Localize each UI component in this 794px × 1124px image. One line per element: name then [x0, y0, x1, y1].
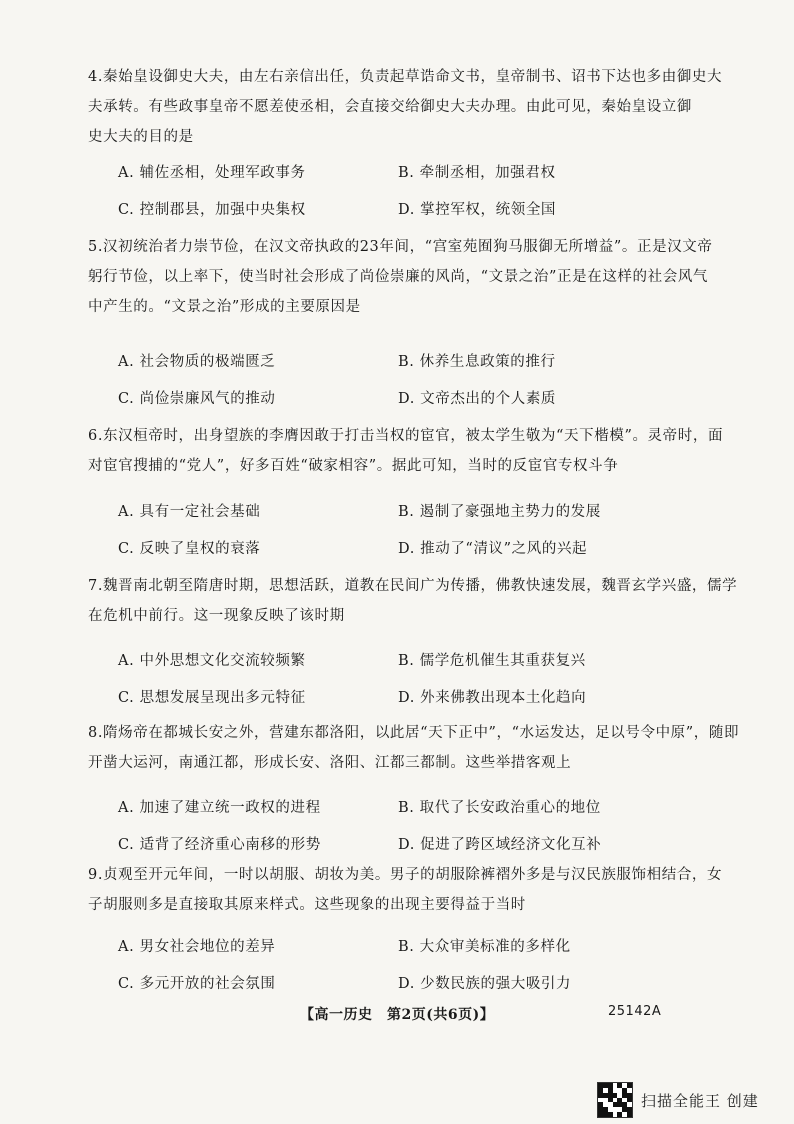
- question-line: 开凿大运河，南通江都，形成长安、洛阳、江都三都制。这些举措客观上: [88, 755, 572, 771]
- question-5: [88, 232, 713, 322]
- option-d[interactable]: D. 促进了跨区域经济文化互补: [398, 837, 602, 853]
- question-line: 夫承转。有些政事皇帝不愿差使丞相，会直接交给御史大夫办理。由此可见，秦始皇设立御: [88, 99, 692, 115]
- option-c[interactable]: C. 反映了皇权的衰落: [118, 541, 261, 557]
- question-line: 6.东汉桓帝时，出身望族的李膺因敢于打击当权的宦官，被太学生敬为“天下楷模”。灵帝时，面: [88, 428, 724, 444]
- question-line: 对宦官搜捕的“党人”，好多百姓“破家相容”。据此可知，当时的反宦官专权斗争: [88, 458, 619, 474]
- watermark-text: 扫描全能王 创建: [641, 1091, 759, 1110]
- question-6: [88, 421, 724, 481]
- question-line: 9.贞观至开元年间，一时以胡服、胡妆为美。男子的胡服除裤褶外多是与汉民族服饰相结合，女: [88, 867, 723, 883]
- option-a[interactable]: A. 辅佐丞相，处理军政事务: [118, 165, 306, 181]
- question-8: [88, 718, 740, 778]
- question-8-options: [118, 788, 678, 862]
- option-a[interactable]: A. 社会物质的极端匮乏: [118, 354, 276, 370]
- question-5-options: [118, 342, 678, 416]
- option-c[interactable]: C. 多元开放的社会氛围: [118, 976, 276, 992]
- question-line: 7.魏晋南北朝至隋唐时期，思想活跃，道教在民间广为传播，佛教快速发展，魏晋玄学兴盛，儒学: [88, 578, 738, 594]
- option-d[interactable]: D. 推动了“清议”之风的兴起: [398, 541, 588, 557]
- option-d[interactable]: D. 少数民族的强大吸引力: [398, 976, 572, 992]
- option-a[interactable]: A. 男女社会地位的差异: [118, 939, 276, 955]
- option-a[interactable]: A. 具有一定社会基础: [118, 504, 261, 520]
- option-b[interactable]: B. 取代了长安政治重心的地位: [398, 800, 601, 816]
- option-a[interactable]: A. 中外思想文化交流较频繁: [118, 653, 306, 669]
- option-c[interactable]: C. 思想发展呈现出多元特征: [118, 690, 306, 706]
- question-7-options: [118, 641, 678, 715]
- scanner-watermark: [597, 1082, 759, 1118]
- option-b[interactable]: B. 遏制了豪强地主势力的发展: [398, 504, 601, 520]
- option-d[interactable]: D. 文帝杰出的个人素质: [398, 391, 557, 407]
- question-line: 躬行节俭，以上率下，使当时社会形成了尚俭崇廉的风尚，“文景之治”正是在这样的社会风气: [88, 269, 709, 285]
- option-b[interactable]: B. 大众审美标准的多样化: [398, 939, 571, 955]
- question-9-options: [118, 927, 678, 1001]
- option-c[interactable]: C. 控制郡县，加强中央集权: [118, 202, 306, 218]
- question-6-options: [118, 492, 678, 566]
- question-line: 子胡服则多是直接取其原来样式。这些现象的出现主要得益于当时: [88, 897, 526, 913]
- option-d[interactable]: D. 掌控军权，统领全国: [398, 202, 557, 218]
- question-line: 在危机中前行。这一现象反映了该时期: [88, 608, 345, 624]
- question-line: 8.隋炀帝在都城长安之外，营建东都洛阳，以此居“天下正中”，“水运发达，足以号令中原”，随即: [88, 725, 740, 741]
- option-b[interactable]: B. 牵制丞相，加强君权: [398, 165, 556, 181]
- qr-code-icon: [597, 1082, 633, 1118]
- page-number: 【高一历史 第2页(共6页)】: [300, 1007, 495, 1023]
- option-b[interactable]: B. 休养生息政策的推行: [398, 354, 556, 370]
- exam-code: 25142A: [608, 1004, 662, 1019]
- question-9: [88, 860, 723, 920]
- option-c[interactable]: C. 尚俭崇廉风气的推动: [118, 391, 276, 407]
- option-a[interactable]: A. 加速了建立统一政权的进程: [118, 800, 321, 816]
- option-c[interactable]: C. 适背了经济重心南移的形势: [118, 837, 321, 853]
- question-line: 4.秦始皇设御史大夫，由左右亲信出任，负责起草诰命文书，皇帝制书、诏书下达也多由御史大: [88, 69, 723, 85]
- question-line: 5.汉初统治者力崇节俭，在汉文帝执政的23年间，“宫室苑囿狗马服御无所增益”。正是汉文帝: [88, 239, 713, 255]
- option-b[interactable]: B. 儒学危机催生其重获复兴: [398, 653, 586, 669]
- question-4: [88, 62, 723, 152]
- question-line: 史大夫的目的是: [88, 129, 194, 145]
- question-line: 中产生的。“文景之治”形成的主要原因是: [88, 299, 361, 315]
- option-d[interactable]: D. 外来佛教出现本土化趋向: [398, 690, 587, 706]
- question-4-options: [118, 153, 678, 227]
- question-7: [88, 571, 738, 631]
